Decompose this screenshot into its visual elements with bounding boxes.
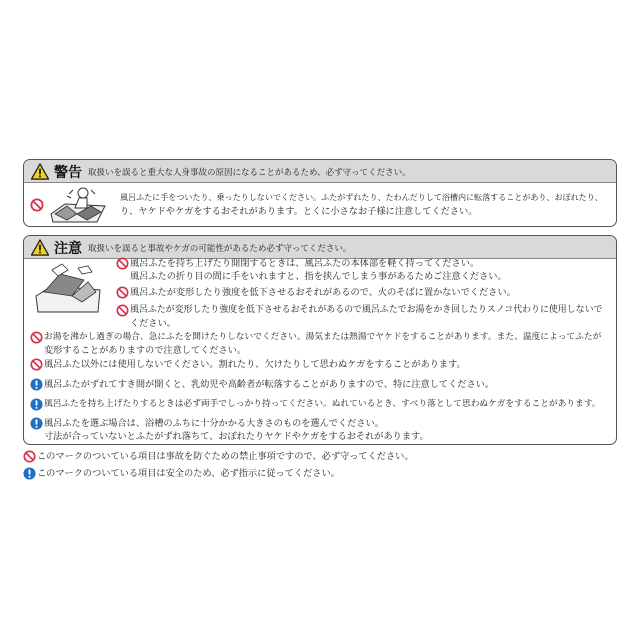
caution-item-6-line-1: 風呂ふたがずれてすき間が開くと、乳幼児や高齢者が転落することがありますので、特に注意してください。 xyxy=(44,379,495,390)
caution-triangle-icon xyxy=(30,239,50,256)
caution-item-8-line-1: 風呂ふたを選ぶ場合は、浴槽のふちに十分かかる大きさのものを選んでください。 xyxy=(44,418,384,429)
caution-item-5-line-1: 風呂ふた以外には使用しないでください。割れたり、欠けたりして思わぬケガをすることがあります。 xyxy=(44,359,466,370)
prohibit-icon xyxy=(30,358,43,371)
caution-item-3-line-2: ください。 xyxy=(130,318,176,329)
caution-item-7-line-1: 風呂ふたを持ち上げたりするときは必ず両手でしっかり持ってください。ぬれているとき、すべり落として思わぬケガをすることがあります。 xyxy=(44,399,601,409)
caution-item-1-line-2: 風呂ふたの折り目の間に手をいれますと、指を挟んでしまう事があるためご注意ください。 xyxy=(130,271,507,282)
caution-box xyxy=(23,235,617,445)
lifting-bath-lid-illustration xyxy=(32,262,104,318)
caution-title: 注意 xyxy=(54,241,82,257)
caution-item-2-line-1: 風呂ふたが変形したり強度を低下させるおそれがあるので、火のそばに置かないでください。 xyxy=(130,287,516,298)
prohibit-icon xyxy=(116,286,129,299)
legend-instruct-text: このマークのついている項目は安全のため、必ず指示に従ってください。 xyxy=(37,468,340,479)
caution-description: 取扱いを誤ると事故やケガの可能性があるため必ず守ってください。 xyxy=(88,244,352,254)
prohibit-icon xyxy=(30,198,44,212)
caution-item-8-line-2: 寸法が合っていないとふたがずれ落ちて、おぼれたりヤケドやケガをするおそれがあります。 xyxy=(44,431,429,442)
legend-prohibit-text: このマークのついている項目は事故を防ぐための禁止事項ですので、必ず守ってください。 xyxy=(37,451,414,462)
caution-item-3-line-1: 風呂ふたが変形したり強度を低下させるおそれがあるので風呂ふたでお湯をかき回したりスノコ代わりに使用しないで xyxy=(130,305,603,315)
instruct-icon xyxy=(30,398,43,411)
caution-item-4-line-1: お湯を沸かし過ぎの場合、急にふたを開けたりしないでください。湯気または熱湯でヤケドをすることがあります。また、温度によってふたが xyxy=(44,332,602,342)
child-on-bath-lid-illustration xyxy=(47,184,109,226)
warning-title: 警告 xyxy=(54,165,82,181)
instruct-icon xyxy=(23,467,36,480)
caution-header xyxy=(24,236,616,259)
prohibit-icon xyxy=(30,331,43,344)
warning-item-line-1: 風呂ふたに手をついたり、乗ったりしないでください。ふたがずれたり、たわんだりして浴槽内に転落することがあり、おぼれたり、 xyxy=(120,193,603,202)
warning-description: 取扱いを誤ると重大な人身事故の原因になることがあるため、必ず守ってください。 xyxy=(88,168,411,178)
instruct-icon xyxy=(30,378,43,391)
prohibit-icon xyxy=(116,257,129,270)
warning-box xyxy=(23,159,617,227)
prohibit-icon xyxy=(116,304,129,317)
instruct-icon xyxy=(30,417,43,430)
caution-item-1-line-1: 風呂ふたを持ち上げたり開閉するときは、風呂ふたの本体部を軽く持ってください。 xyxy=(130,258,480,269)
warning-triangle-icon xyxy=(30,163,50,180)
prohibit-icon xyxy=(23,450,36,463)
warning-item-line-2: り、ヤケドやケガをするおそれがあります。とくに小さなお子様に注意してください。 xyxy=(120,206,478,217)
caution-item-4-line-2: 変形することがありますので注意してください。 xyxy=(44,345,247,356)
warning-header xyxy=(24,160,616,183)
